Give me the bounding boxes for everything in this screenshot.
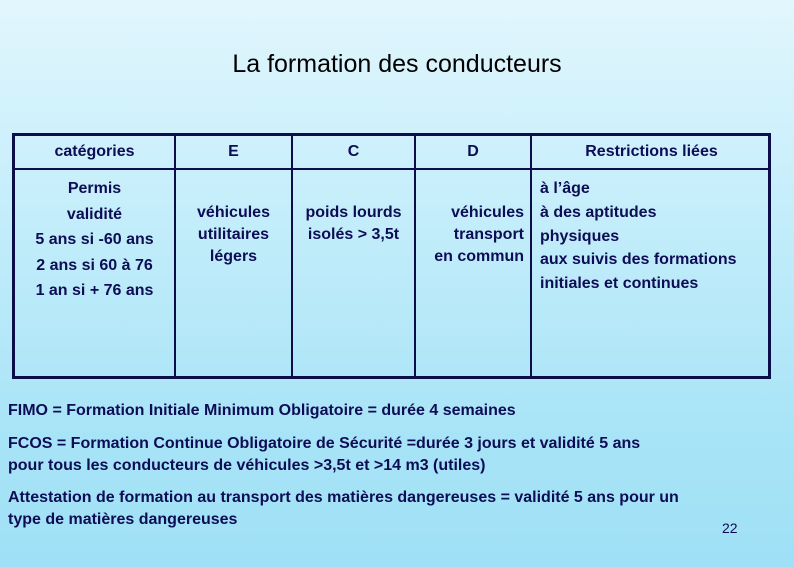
column-divider	[291, 136, 293, 376]
page-number: 22	[722, 520, 738, 536]
fcos-note	[8, 433, 778, 477]
header-divider	[15, 168, 768, 170]
restrictions-line: à l’âge	[540, 180, 590, 197]
header-e: E	[228, 143, 239, 160]
e-line: légers	[209, 248, 258, 265]
fcos-line: pour tous les conducteurs de véhicules >3,5t et >14 m3 (utiles)	[8, 457, 486, 474]
header-categories: catégories	[54, 143, 135, 160]
categories-line: Permis	[67, 180, 122, 197]
restrictions-line: aux suivis des formations	[540, 251, 737, 269]
restrictions-cell	[540, 177, 737, 296]
e-cell	[176, 202, 291, 268]
categories-line: 1 an si + 76 ans	[35, 282, 154, 299]
e-line: véhicules	[197, 204, 270, 221]
header-d: D	[467, 143, 479, 160]
restrictions-line: initiales et continues	[540, 275, 699, 293]
attestation-line: Attestation de formation au transport des matières dangereuses = validité 5 ans pour un	[8, 489, 679, 506]
d-line: véhicules	[451, 204, 524, 221]
header-c: C	[347, 143, 360, 160]
categories-line: validité	[66, 205, 123, 223]
d-line: transport	[453, 226, 524, 243]
formation-table	[12, 133, 771, 379]
e-line: utilitaires	[197, 226, 270, 243]
c-cell	[293, 202, 414, 246]
attestation-note	[8, 487, 778, 531]
categories-line: 2 ans si 60 à 76	[36, 256, 153, 274]
categories-cell	[15, 176, 174, 304]
header-restrictions: Restrictions liées	[585, 143, 718, 160]
fimo-note: FIMO = Formation Initiale Minimum Obligatoire = durée 4 semaines	[8, 402, 516, 419]
categories-line: 5 ans si -60 ans	[35, 231, 154, 248]
column-divider	[530, 136, 532, 376]
c-line: isolés > 3,5t	[307, 226, 400, 243]
d-cell	[416, 202, 530, 268]
slide-title: La formation des conducteurs	[232, 50, 562, 78]
restrictions-line: à des aptitudes	[540, 203, 657, 221]
restrictions-line: physiques	[540, 227, 620, 245]
d-line: en commun	[434, 248, 524, 265]
attestation-line: type de matières dangereuses	[8, 511, 238, 528]
c-line: poids lourds	[305, 204, 402, 221]
fcos-line: FCOS = Formation Continue Obligatoire de Sécurité =durée 3 jours et validité 5 ans	[8, 435, 641, 452]
